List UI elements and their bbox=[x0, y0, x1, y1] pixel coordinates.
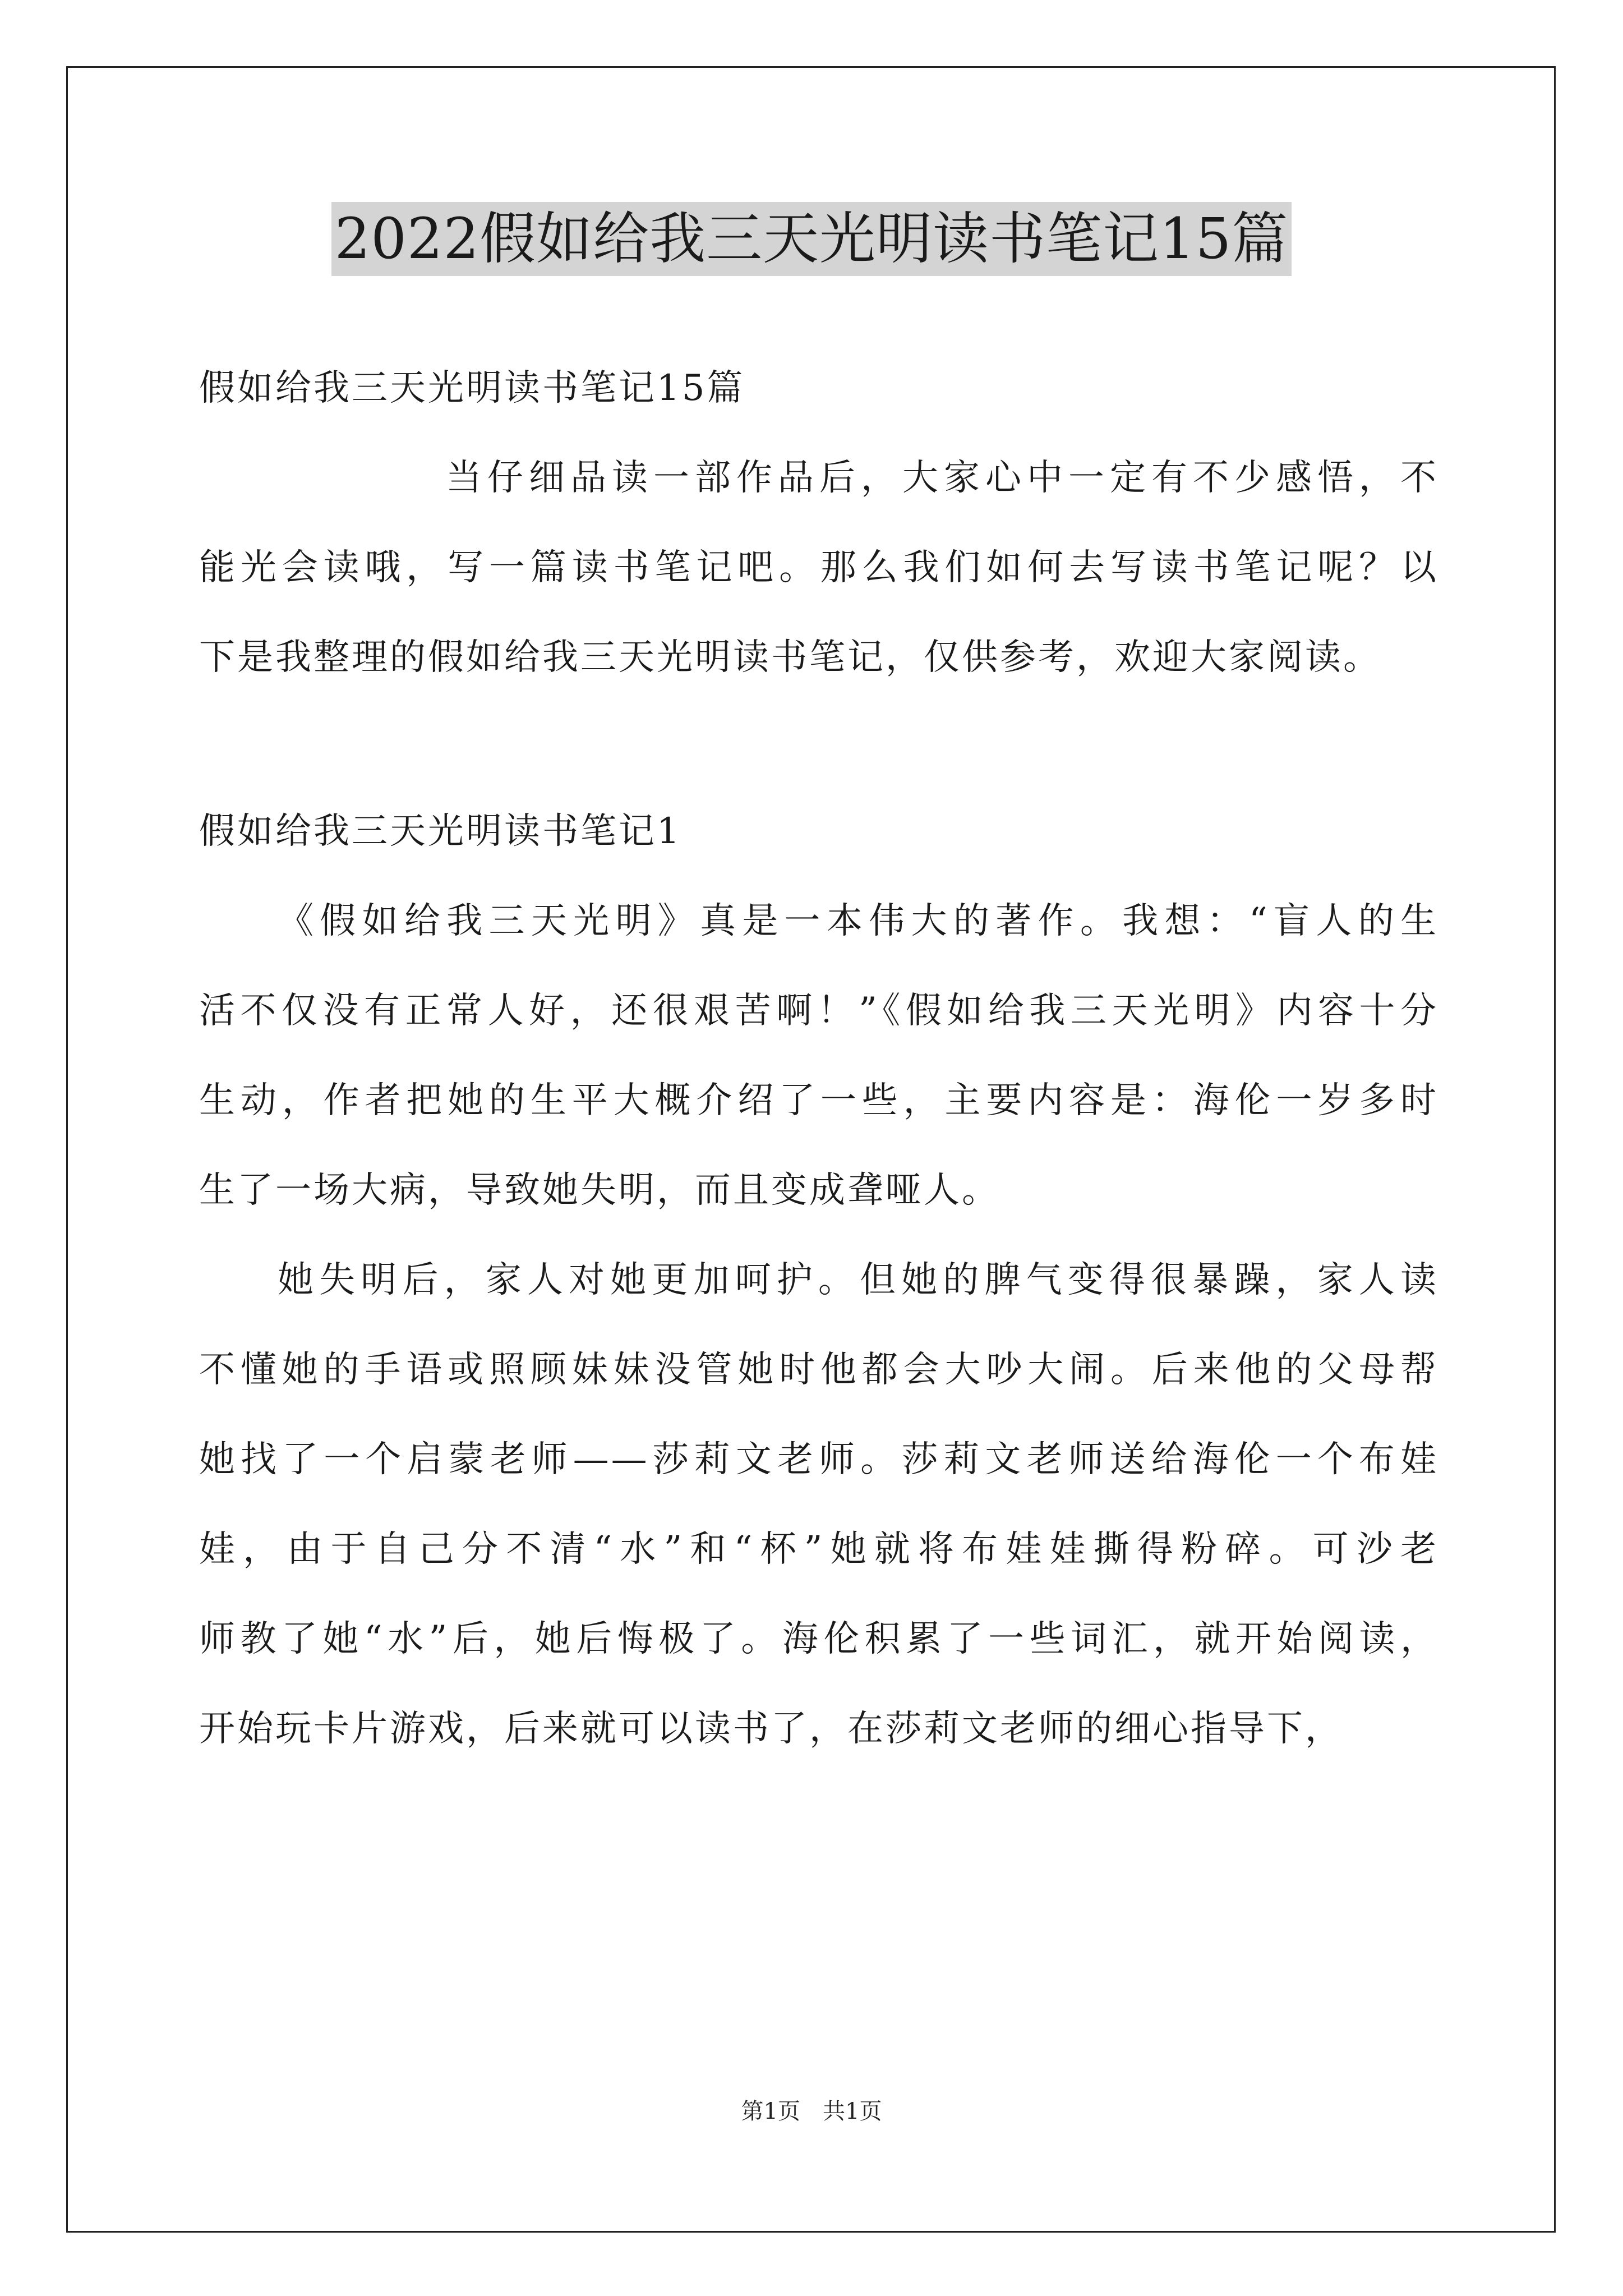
paragraph1-line-1: 《假如给我三天光明》真是一本伟大的著作。我想：“盲人的生 bbox=[278, 900, 1438, 942]
intro-line-2: 能光会读哦，写一篇读书笔记吧。那么我们如何去写读书笔记呢？以 bbox=[199, 547, 1438, 588]
intro-line-3: 下是我整理的假如给我三天光明读书笔记，仅供参考，欢迎大家阅读。 bbox=[199, 637, 1381, 678]
paragraph2-line-2: 不懂她的手语或照顾妹妹没管她时他都会大吵大闹。后来他的父母帮 bbox=[199, 1349, 1438, 1391]
title-container bbox=[0, 202, 1623, 276]
document-title: 2022假如给我三天光明读书笔记15篇 bbox=[331, 202, 1292, 276]
paragraph2-line-6: 开始玩卡片游戏，后来就可以读书了，在莎莉文老师的细心指导下， bbox=[199, 1708, 1343, 1750]
intro-line-1: 当仔细品读一部作品后，大家心中一定有不少感悟，不 bbox=[446, 457, 1438, 499]
paragraph1-line-4: 生了一场大病，导致她失明，而且变成聋哑人。 bbox=[199, 1170, 1000, 1211]
page-number: 第1页 共1页 bbox=[741, 2099, 882, 2124]
paragraph2-line-1: 她失明后，家人对她更加呵护。但她的脾气变得很暴躁，家人读 bbox=[278, 1259, 1438, 1301]
page-footer bbox=[0, 2097, 1623, 2126]
paragraph2-line-3: 她找了一个启蒙老师——莎莉文老师。莎莉文老师送给海伦一个布娃 bbox=[199, 1439, 1438, 1480]
document-body bbox=[199, 343, 1438, 1774]
paragraph1-line-3: 生动，作者把她的生平大概介绍了一些，主要内容是：海伦一岁多时 bbox=[199, 1080, 1438, 1121]
paragraph2-line-4: 娃，由于自己分不清“水”和“杯”她就将布娃娃撕得粉碎。可沙老 bbox=[199, 1529, 1438, 1570]
paragraph1-line-2: 活不仅没有正常人好，还很艰苦啊！”《假如给我三天光明》内容十分 bbox=[199, 990, 1438, 1032]
section-gap bbox=[199, 702, 1438, 786]
section-heading: 假如给我三天光明读书笔记1 bbox=[199, 811, 682, 852]
paragraph2-line-5: 师教了她“水”后，她后悔极了。海伦积累了一些词汇，就开始阅读， bbox=[199, 1618, 1438, 1660]
document-subtitle: 假如给我三天光明读书笔记15篇 bbox=[199, 367, 745, 409]
